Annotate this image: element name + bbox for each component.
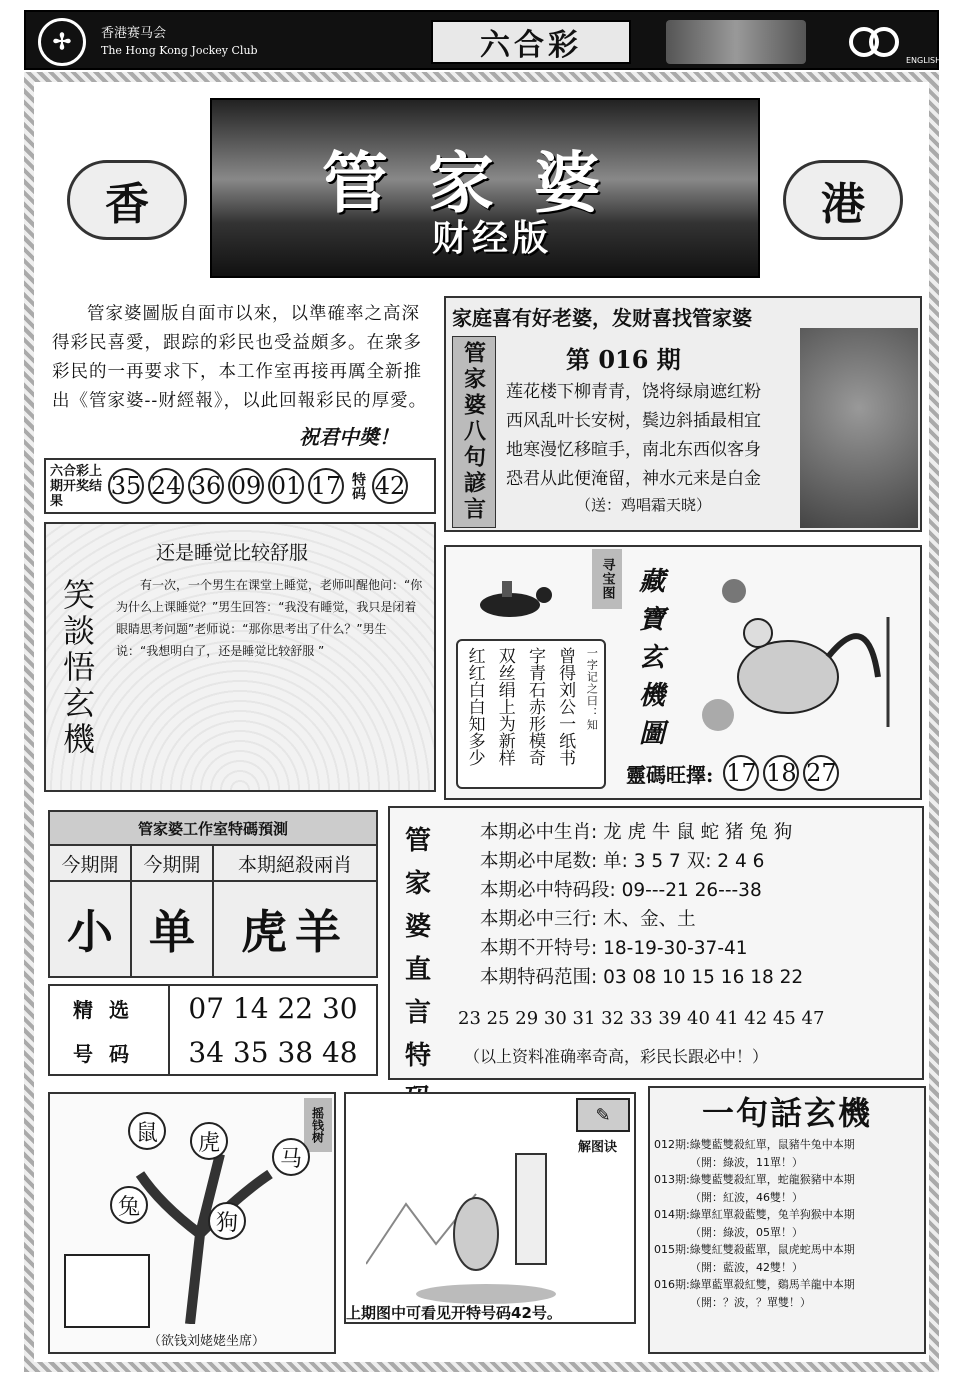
jockey-club-logo: ✢	[38, 18, 86, 66]
picks-row: 07 14 22 30	[188, 991, 358, 1025]
oneline-item-text: 014期:綠單紅單殺藍雙，兔羊狗猴中本期	[654, 1208, 855, 1221]
tree-animal: 狗	[208, 1202, 246, 1240]
special-label: 特码	[350, 472, 366, 500]
scroll-column: 红红白白知多少	[464, 647, 485, 766]
direct-key: 本期特码范围:	[480, 967, 598, 988]
poem-picture	[800, 328, 918, 528]
poem-banner: 家庭喜有好老婆，发财喜找管家婆	[452, 306, 752, 330]
oneline-list	[650, 1134, 924, 1313]
lucky-ball: 27	[803, 755, 839, 791]
last-result-label: 六合彩上期开奖结果	[50, 463, 103, 509]
oneline-item-text: 015期:綠雙紅雙殺藍單，鼠虎蛇馬中本期	[654, 1243, 855, 1256]
treasure-panel	[444, 545, 922, 800]
lottery-title	[431, 20, 631, 64]
prediction-title: 管家婆工作室特碼預測	[50, 812, 376, 846]
lottery-title-text: 六合彩	[480, 28, 582, 63]
banner-subtitle: 财经版	[432, 217, 553, 259]
oneline-panel	[648, 1086, 926, 1354]
decode-picture	[366, 1114, 576, 1314]
direct-row	[480, 876, 803, 905]
lantern-left-char: 香	[67, 160, 187, 240]
direct-panel	[388, 806, 924, 1080]
tree-caption: （欲钱刘姥姥坐席）	[148, 1334, 266, 1349]
direct-row	[480, 934, 803, 963]
direct-value: 09---21 26---38	[621, 880, 762, 901]
rooster-picture	[678, 567, 918, 747]
direct-key: 本期必中三行:	[480, 909, 598, 930]
scroll-column: 双丝绢上为新样	[494, 647, 515, 766]
prediction-head: 今期開	[132, 846, 214, 880]
oneline-item-text: 016期:綠單藍單殺紅雙，鷄馬羊龍中本期	[654, 1278, 855, 1291]
oneline-item-result: （開：紅波，46雙！）	[690, 1190, 803, 1204]
oneline-item	[654, 1136, 920, 1171]
treasure-tag: 寻宝图	[592, 549, 622, 609]
tree-animal: 兔	[110, 1186, 148, 1224]
joke-title: 还是睡觉比较舒服	[156, 542, 309, 564]
direct-side-title: 管家婆直言特	[404, 826, 431, 1071]
lucky-ball: 18	[763, 755, 799, 791]
tree-panel	[48, 1092, 336, 1354]
lucky-numbers	[626, 755, 839, 791]
tree-animal: 鼠	[128, 1112, 166, 1150]
scroll-column: 字青石赤形模奇	[524, 647, 545, 766]
picks-label: 号码	[73, 1041, 145, 1066]
direct-row	[480, 963, 803, 992]
oneline-item	[654, 1171, 920, 1206]
org-name-cn: 香港赛马会	[101, 26, 167, 41]
prediction-head: 本期絕殺兩肖	[237, 853, 352, 876]
horse-racing-icon	[666, 20, 806, 64]
joke-text: 有一次，一个男生在课堂上睡觉，老师叫醒他问：“你为什么上课睡觉？”男生回答：“我没有睡觉，我只是闭着眼睛思考问题”老师说：“那你思考出了什么？”男生说：“我想明白了，还是睡觉比较舒服 ”	[116, 578, 423, 658]
poem-line: 莲花楼下柳青青，饶将绿扇遮红粉	[506, 382, 761, 402]
direct-key: 本期必中特码段:	[480, 880, 616, 901]
direct-value: 03 08 10 15 16 18 22	[603, 967, 804, 988]
result-ball: 17	[308, 468, 344, 504]
picks-label: 精选	[73, 997, 145, 1022]
header-bar	[24, 10, 942, 70]
horse-rider-icon	[462, 569, 562, 629]
direct-value: 18-19-30-37-41	[603, 938, 748, 959]
direct-footer: （以上资料准确率奇高，彩民长跟必中！）	[464, 1047, 769, 1066]
direct-value: 木、金、土	[603, 909, 696, 930]
poem-line: 地寒漫忆移暄手，南北东西似客身	[506, 440, 761, 460]
lucky-label: 靈碼旺擇:	[626, 762, 714, 787]
direct-numbers: 23 25 29 30 31 32 33 39 40 41 42 45 47	[458, 1008, 825, 1029]
direct-row	[480, 847, 803, 876]
lottery-logo-icon	[846, 26, 902, 58]
lantern-right	[768, 125, 918, 275]
picks-labels	[50, 986, 170, 1074]
oneline-item	[654, 1276, 920, 1311]
banner	[40, 90, 925, 282]
prediction-value: 虎羊	[241, 905, 349, 959]
poem-line: 恐君从此便淹留，神水元来是白金	[506, 469, 761, 489]
poem-note: （送：鸡唱霜天晓）	[576, 496, 712, 514]
oneline-item-text: 013期:綠雙藍雙殺紅單，蛇龍猴豬中本期	[654, 1173, 855, 1186]
result-ball: 09	[228, 468, 264, 504]
direct-key: 本期必中生肖:	[480, 822, 598, 843]
picks-panel	[48, 984, 378, 1076]
tree-animal: 虎	[190, 1122, 228, 1160]
tree-empty-box	[64, 1254, 150, 1328]
prediction-head: 今期開	[50, 846, 132, 880]
oneline-title: 一句話玄機	[701, 1094, 872, 1132]
poem-issue: 第 016 期	[566, 345, 681, 374]
joke-side-title: 笑談悟玄機	[58, 578, 96, 758]
oneline-item	[654, 1206, 920, 1241]
intro-sign: 祝君中奬！	[299, 425, 399, 449]
prediction-value: 小	[50, 882, 132, 976]
banner-main-title: 管家婆	[322, 144, 640, 222]
joke-panel	[44, 522, 436, 792]
intro-text: 管家婆圖版自面市以來，以準確率之高深得彩民喜愛，跟踪的彩民也受益頗多。在衆多彩民的一再要求下，本工作室再接再厲全新推出《管家婆--财經報》，以此回報彩民的厚愛。	[52, 304, 428, 411]
english-link[interactable]: ENGLISH	[906, 56, 942, 65]
prediction-panel	[48, 810, 378, 978]
direct-key: 本期不开特号:	[480, 938, 598, 959]
direct-row	[480, 905, 803, 934]
banner-image	[210, 98, 760, 278]
result-ball: 24	[148, 468, 184, 504]
oneline-item-result: （開：藍波，42雙！）	[690, 1260, 803, 1274]
poem-side-title: 管家婆八句諺言	[452, 336, 496, 528]
poem-lines	[506, 378, 761, 494]
lantern-right-char: 港	[783, 160, 903, 240]
oneline-item-text: 012期:綠雙藍雙殺紅單，鼠豬牛兔中本期	[654, 1138, 855, 1151]
picks-row: 34 35 38 48	[188, 1035, 358, 1069]
org-name-en: The Hong Kong Jockey Club	[101, 44, 258, 57]
lucky-ball: 17	[723, 755, 759, 791]
intro-panel	[44, 296, 439, 452]
special-ball: 42	[372, 468, 408, 504]
decode-label: 解图诀	[578, 1140, 618, 1155]
lantern-left	[52, 125, 202, 275]
treasure-scroll	[456, 639, 606, 789]
direct-key: 本期必中尾数:	[480, 851, 598, 872]
direct-row	[480, 818, 803, 847]
result-ball: 01	[268, 468, 304, 504]
tree-animal: 马	[272, 1138, 310, 1176]
direct-rows	[480, 818, 803, 992]
oneline-item	[654, 1241, 920, 1276]
oneline-item-result: （開：綠波，11單！）	[690, 1155, 803, 1169]
decode-caption: 上期图中可看见开特号码42号。	[346, 1304, 562, 1322]
decode-icon: ✎	[576, 1098, 630, 1132]
scroll-column: 曾得刘公一纸书	[555, 647, 576, 766]
direct-value: 单: 3 5 7 双: 2 4 6	[603, 851, 765, 872]
result-ball: 36	[188, 468, 224, 504]
oneline-item-result: （開：？波，？單雙！）	[690, 1295, 811, 1309]
treasure-title: 藏寶玄機圖	[638, 567, 665, 749]
prediction-value: 单	[132, 882, 214, 976]
last-result	[44, 458, 436, 514]
result-ball: 35	[108, 468, 144, 504]
poem-line: 西风乱叶长安树，鬓边斜插最相宜	[506, 411, 761, 431]
decode-panel	[344, 1092, 636, 1324]
tree-tag: 摇钱树	[304, 1098, 332, 1152]
poem-panel	[444, 296, 922, 532]
oneline-item-result: （開：綠波，05單！）	[690, 1225, 803, 1239]
direct-value: 龙 虎 牛 鼠 蛇 猪 兔 狗	[603, 822, 793, 843]
scroll-column: 一字记之曰：知	[585, 647, 599, 731]
